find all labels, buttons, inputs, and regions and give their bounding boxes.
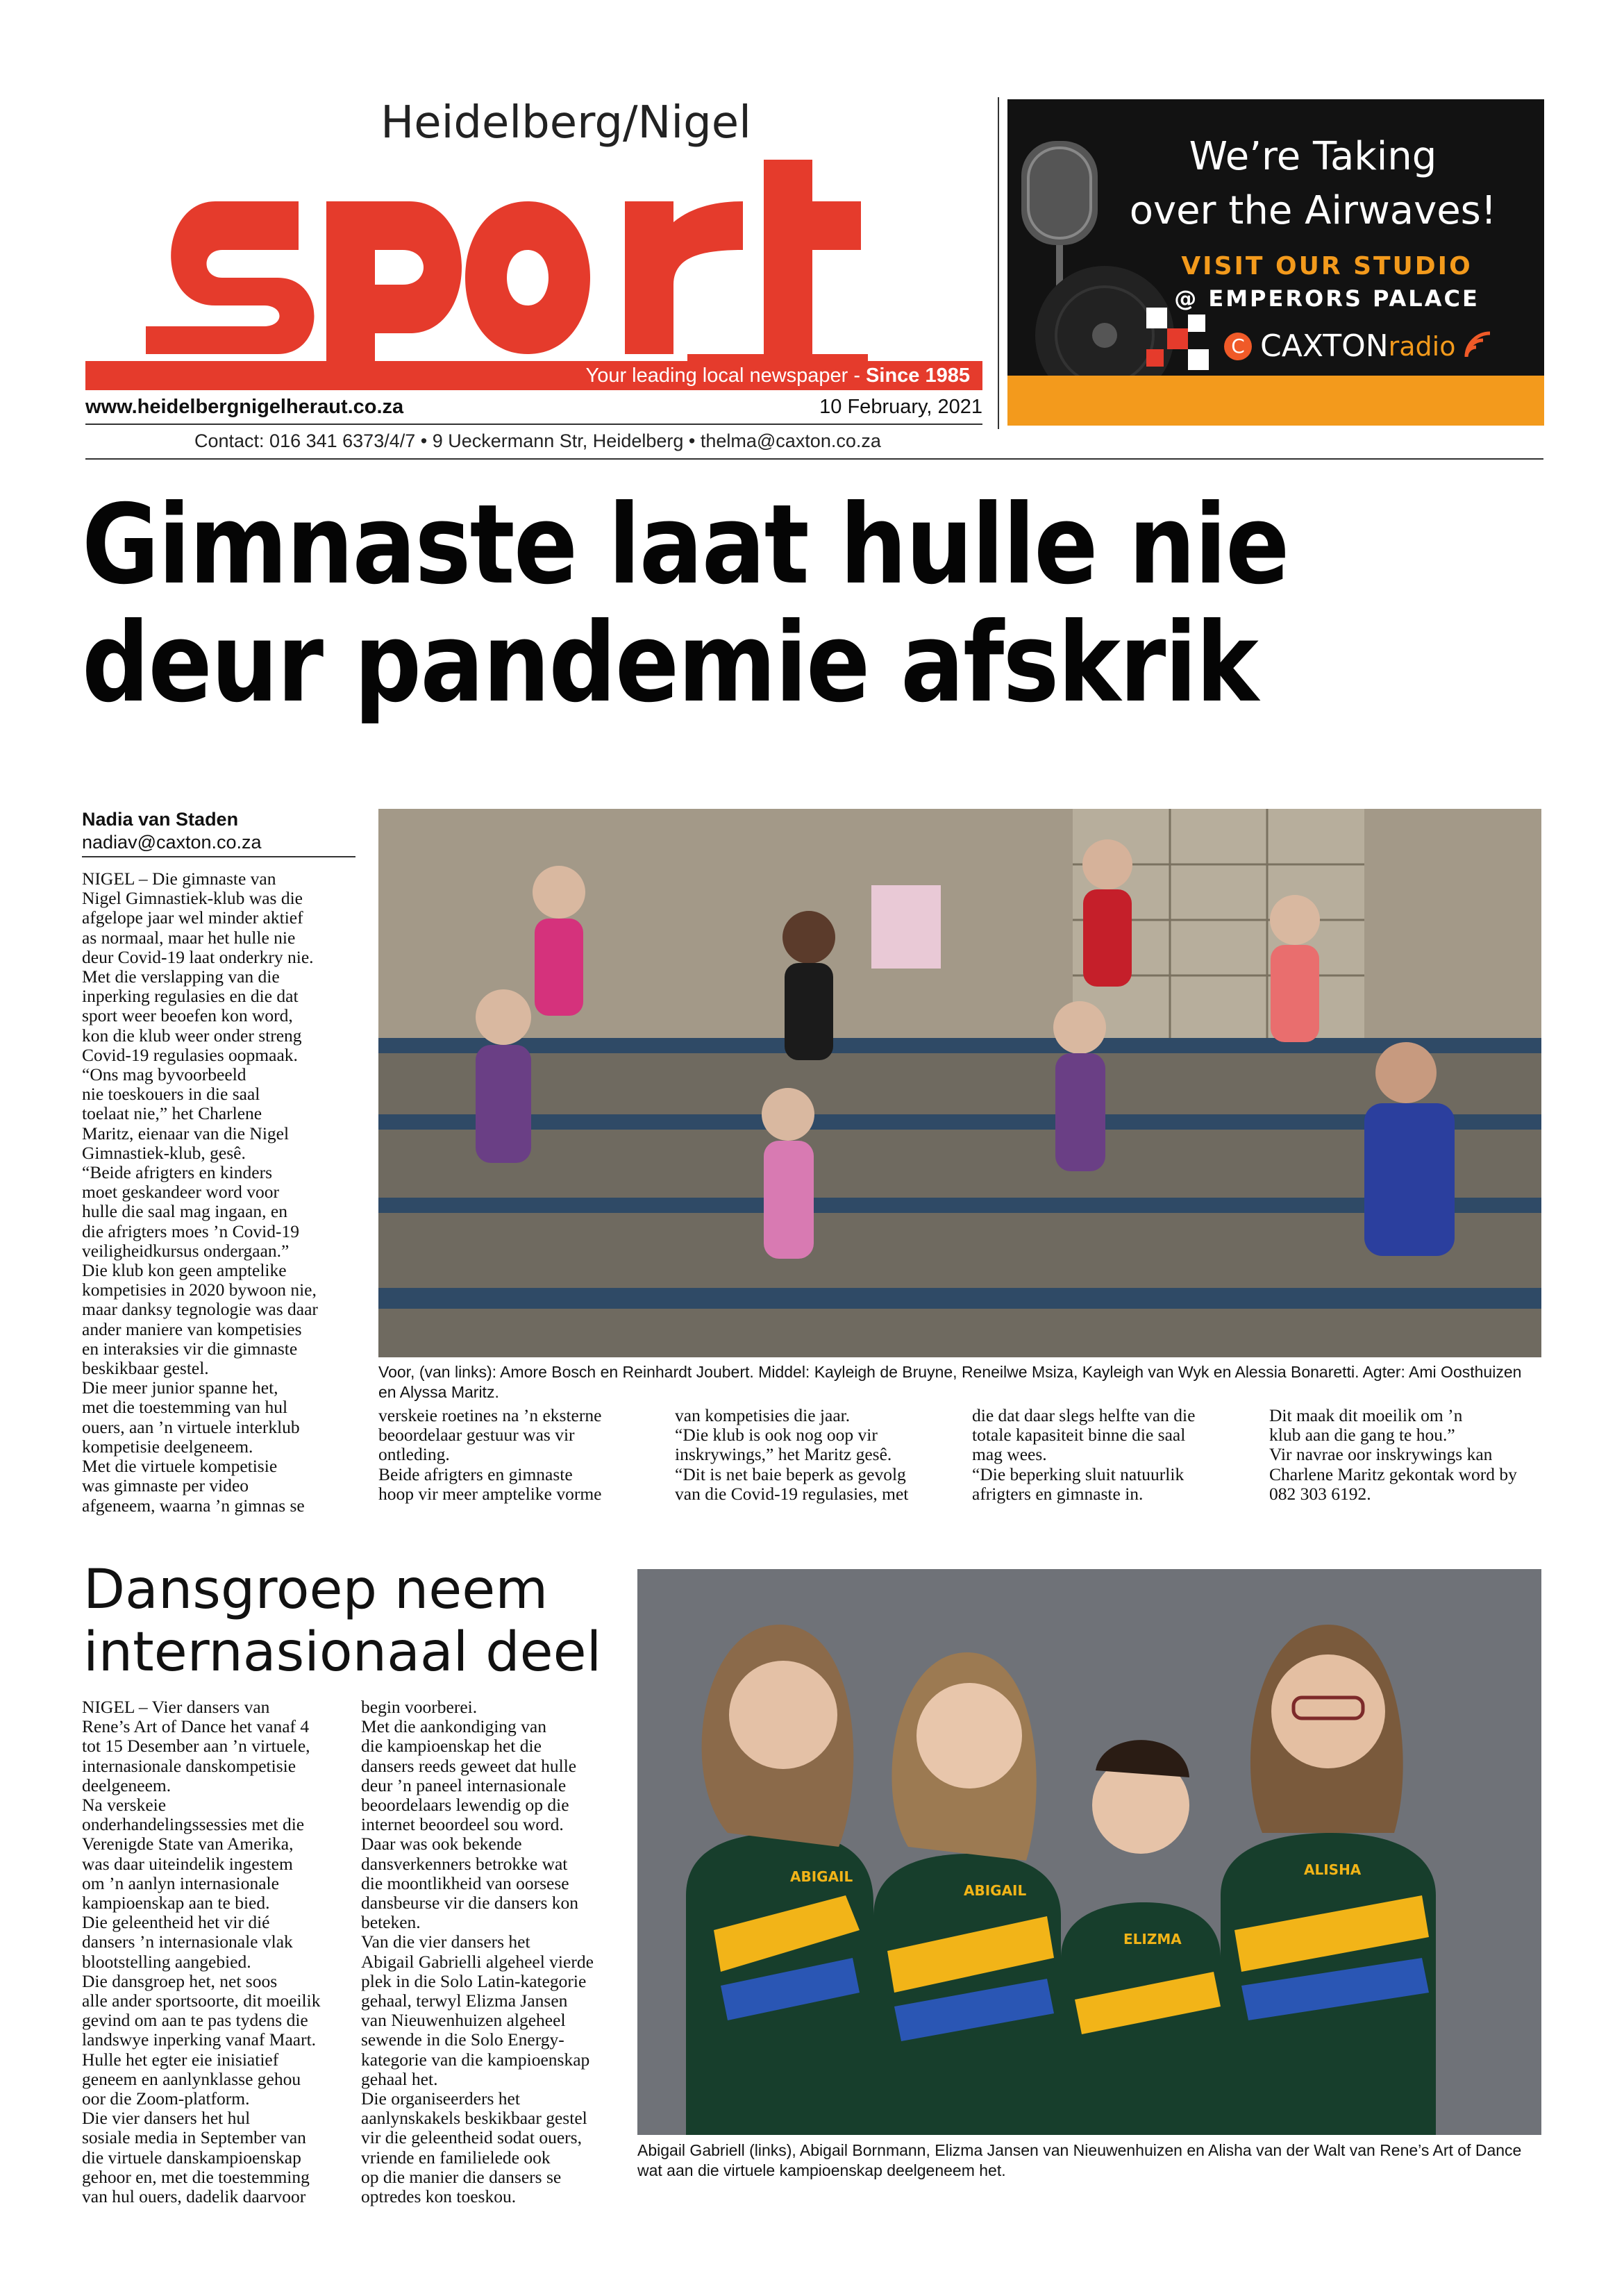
- ad-brand: CAXTON: [1260, 328, 1389, 364]
- caxton-radio-ad[interactable]: [1007, 99, 1544, 426]
- article2-col2: begin voorberei. Met die aankondiging van die kampioenskap het die dansers reeds geweet dat hulle deur ’n paneel internasionale beoordelaars lewendig op die internet beoordeel sou word. Daar was ook bekende dansverkenners betrokke wat die moontlikheid van oorsese dansbeurse vir die dansers kon beteken. Van die vier dansers het Abigail Gabrielli algeheel vierde plek in die Solo Latin-kategorie gehaal, terwyl Elizma Jansen van Nieuwenhuizen algeheel sewende in die Solo Energy- kategorie van die kampioenskap gehaal het. Die organiseerders het aanlynskakels beskikbaar gestel vir die geleentheid sodat ouers, vriende en familielede ook op die manier die dansers se optredes kon toeskou.: [361, 1697, 594, 2207]
- gymnasts-caption: Voor, (van links): Amore Bosch en Reinhardt Joubert. Middel: Kayleigh de Bruyne, Reneilwe Msiza, Kayleigh van Wyk en Alessia Bonaretti. Agter: Ami Oosthuizen en Alyssa Maritz.: [378, 1363, 1522, 1401]
- issue-date: 10 February, 2021: [819, 396, 982, 418]
- jacket-name-3: ELIZMA: [1123, 1931, 1182, 1947]
- article1-col1: NIGEL – Die gimnaste van Nigel Gimnastiek-klub was die afgelope jaar wel minder aktief as normaal, maar het hulle nie deur Covid-19 laat onderkry nie. Met die verslapping van die inperking regulasies en die dat sport weer beoefen kon word, kon die klub weer onder streng Covid-19 regulasies oopmaak. “Ons mag byvoorbeeld nie toeskouers in die saal toelaat nie,” het Charlene Maritz, eienaar van die Nigel Gimnastiek-klub, gesê. “Beide afrigters en kinders moet geskandeer word voor hulle die saal mag ingaan, en die afrigters moes ’n Covid-19 veiligheidkursus ondergaan.” Die klub kon geen amptelike kompetisies in 2020 bywoon nie, maar danksy tegnologie was daar ander maniere van kompetisies en interaksies vir die gimnaste beskikbaar gestel. Die meer junior spanne het, met die toestemming van hul ouers, aan ’n virtuele interklub kompetisie deelgeneem. Met die virtuele kompetisie was gimnaste per video afgeneem, waarna ’n gimnas se: [82, 869, 318, 1516]
- dancers-photo: [637, 1569, 1541, 2135]
- article2-col1: NIGEL – Vier dansers van Rene’s Art of Dance het vanaf 4 tot 15 Desember aan ’n virtuele, internasionale danskompetisie deelgeneem. Na verskeie onderhandelingssessies met die Verenigde State van Amerika, was daar uiteindelik ingestem om ’n aanlyn internasionale kampioenskap aan te bied. Die geleentheid het vir dié dansers ’n internasionale vlak blootstelling aangebied. Die dansgroep het, net soos alle ander sportsoorte, dit moeilik gevind om aan te pas tydens die landswye inperking vanaf Maart. Hulle het egter eie inisiatief geneem en aanlynklasse gehou oor die Zoom-platform. Die vier dansers het hul sosiale media in September van die virtuele danskampioenskap gehoor en, met die toestemming van hul ouers, dadelik daarvoor: [82, 1697, 321, 2207]
- ad-orange-bar: [1007, 376, 1544, 426]
- byline-rule: [82, 856, 355, 857]
- ad-line1: We’re Taking: [1189, 134, 1437, 179]
- pixel-squares-icon: [1146, 308, 1230, 377]
- tagline: Your leading local newspaper -: [585, 364, 861, 387]
- masthead-rule: [85, 424, 982, 425]
- web-date-line: [85, 396, 982, 419]
- tagline-bar: [85, 361, 982, 390]
- article2-headline-line1: Dansgroep neem: [83, 1559, 549, 1621]
- sport-logo: [118, 146, 916, 396]
- byline-email[interactable]: nadiav@caxton.co.za: [82, 832, 262, 853]
- jacket-name-2: ABIGAIL: [964, 1882, 1027, 1899]
- dancers-caption: Abigail Gabriell (links), Abigail Bornmann, Elizma Jansen van Nieuwenhuizen en Alisha van der Walt van Rene’s Art of Dance wat aan die virtuele kampioenskap deelgeneem het.: [637, 2141, 1522, 2179]
- radio-waves-icon: [1459, 329, 1494, 364]
- ad-line3: VISIT OUR STUDIO: [1181, 252, 1473, 280]
- gymnasts-photo: [378, 809, 1541, 1357]
- main-headline: [82, 481, 1354, 727]
- masthead-town: Heidelberg/Nigel: [380, 97, 751, 149]
- article2-headline-line2: internasionaal deel: [83, 1621, 602, 1684]
- tagline-since: Since 1985: [866, 364, 970, 387]
- contact-line: Contact: 016 341 6373/4/7 • 9 Ueckermann Str, Heidelberg • thelma@caxton.co.za: [194, 430, 881, 451]
- dancers-photo-image: [637, 1569, 1541, 2135]
- caxton-radio-brand: [1224, 328, 1494, 364]
- ad-line4: @ EMPERORS PALACE: [1174, 285, 1480, 312]
- headline-line2: deur pandemie afskrik: [82, 599, 1258, 727]
- ad-line2: over the Airwaves!: [1129, 188, 1497, 233]
- ad-brand-suffix: radio: [1388, 330, 1456, 362]
- article1-col3: van kompetisies die jaar. “Die klub is ook nog oop vir inskrywings,” het Maritz gesê. “Dit is net baie beperk as gevolg van die Covid-19 regulasies, met: [675, 1405, 909, 1504]
- article1-col5: Dit maak dit moeilik om ’n klub aan die gang te hou.” Vir navrae oor inskrywings kan Charlene Maritz gekontak word by 082 303 6192.: [1269, 1405, 1517, 1504]
- masthead-divider: [998, 97, 999, 429]
- jacket-name-4: ALISHA: [1304, 1861, 1362, 1878]
- website-link[interactable]: www.heidelbergnigelheraut.co.za: [85, 396, 404, 418]
- caxton-logo-icon: C: [1224, 333, 1252, 360]
- header-rule: [85, 458, 1543, 460]
- article1-col4: die dat daar slegs helfte van die totale kapasiteit binne die saal mag wees. “Die beperking sluit natuurlik afrigters en gimnaste in.: [972, 1405, 1196, 1504]
- article2-headline: [83, 1559, 601, 1684]
- headline-line1: Gimnaste laat hulle nie: [82, 481, 1289, 609]
- jacket-name-1: ABIGAIL: [790, 1868, 853, 1885]
- byline-author: Nadia van Staden: [82, 809, 239, 830]
- article1-col2: verskeie roetines na ’n eksterne beoordelaar gestuur was vir ontleding. Beide afrigters en gimnaste hoop vir meer amptelike vorme: [378, 1405, 602, 1504]
- gymnasts-photo-image: [378, 809, 1541, 1357]
